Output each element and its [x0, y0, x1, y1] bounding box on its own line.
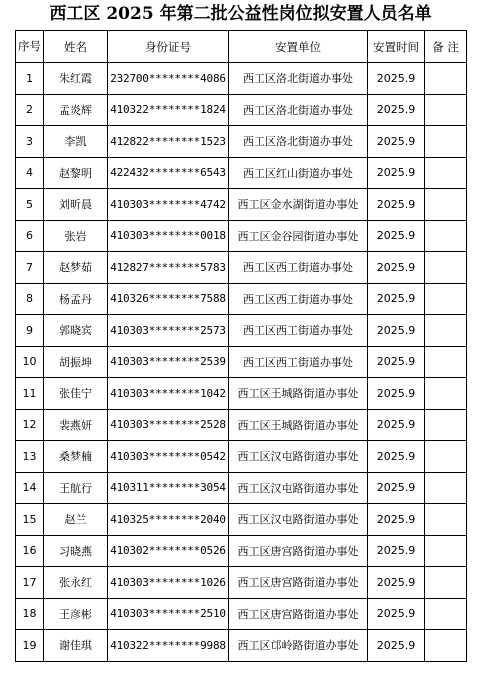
cell-time: 2025.9: [368, 598, 425, 630]
cell-id: 410311********3054: [108, 472, 229, 504]
cell-no: 1: [16, 63, 44, 95]
cell-id: 410303********1026: [108, 567, 229, 599]
table-body: [16, 63, 467, 662]
cell-note: [425, 504, 467, 536]
table-row: [16, 63, 467, 95]
cell-id: 410322********9988: [108, 630, 229, 662]
cell-note: [425, 189, 467, 221]
placement-table: [15, 30, 467, 662]
cell-id: 412822********1523: [108, 126, 229, 158]
cell-time: 2025.9: [368, 283, 425, 315]
cell-note: [425, 441, 467, 473]
cell-unit: 西工区红山街道办事处: [229, 157, 368, 189]
cell-no: 7: [16, 252, 44, 284]
cell-note: [425, 157, 467, 189]
cell-id: 410303********4742: [108, 189, 229, 221]
cell-time: 2025.9: [368, 189, 425, 221]
table-row: [16, 535, 467, 567]
table-row: [16, 252, 467, 284]
table-row: [16, 126, 467, 158]
table-row: [16, 472, 467, 504]
cell-id: 410303********2528: [108, 409, 229, 441]
cell-name: 习晓燕: [44, 535, 108, 567]
cell-unit: 西工区唐宫路街道办事处: [229, 535, 368, 567]
cell-no: 9: [16, 315, 44, 347]
cell-no: 16: [16, 535, 44, 567]
cell-name: 张永红: [44, 567, 108, 599]
table-row: [16, 441, 467, 473]
cell-id: 412827********5783: [108, 252, 229, 284]
cell-note: [425, 567, 467, 599]
header-name: 姓名: [44, 31, 108, 63]
cell-id: 410303********1042: [108, 378, 229, 410]
cell-name: 张佳宁: [44, 378, 108, 410]
cell-name: 赵兰: [44, 504, 108, 536]
table-row: [16, 598, 467, 630]
cell-no: 12: [16, 409, 44, 441]
cell-name: 孟炎辉: [44, 94, 108, 126]
table-row: [16, 409, 467, 441]
cell-id: 410303********2573: [108, 315, 229, 347]
cell-unit: 西工区唐宫路街道办事处: [229, 598, 368, 630]
cell-unit: 西工区西工街道办事处: [229, 283, 368, 315]
cell-time: 2025.9: [368, 346, 425, 378]
cell-unit: 西工区唐宫路街道办事处: [229, 567, 368, 599]
cell-name: 王航行: [44, 472, 108, 504]
cell-name: 裴燕妍: [44, 409, 108, 441]
header-unit: 安置单位: [229, 31, 368, 63]
cell-time: 2025.9: [368, 504, 425, 536]
cell-id: 410322********1824: [108, 94, 229, 126]
cell-id: 232700********4086: [108, 63, 229, 95]
cell-name: 胡振坤: [44, 346, 108, 378]
cell-time: 2025.9: [368, 315, 425, 347]
cell-name: 桑梦楠: [44, 441, 108, 473]
cell-time: 2025.9: [368, 252, 425, 284]
cell-no: 15: [16, 504, 44, 536]
cell-name: 郭晓宾: [44, 315, 108, 347]
cell-unit: 西工区洛北街道办事处: [229, 126, 368, 158]
cell-unit: 西工区邙岭路街道办事处: [229, 630, 368, 662]
cell-time: 2025.9: [368, 630, 425, 662]
cell-no: 18: [16, 598, 44, 630]
cell-unit: 西工区汉屯路街道办事处: [229, 441, 368, 473]
cell-unit: 西工区西工街道办事处: [229, 315, 368, 347]
cell-note: [425, 283, 467, 315]
cell-id: 410302********0526: [108, 535, 229, 567]
cell-name: 赵黎明: [44, 157, 108, 189]
cell-no: 8: [16, 283, 44, 315]
cell-no: 2: [16, 94, 44, 126]
table-header-row: [16, 31, 467, 63]
cell-id: 410303********0018: [108, 220, 229, 252]
cell-unit: 西工区金谷园街道办事处: [229, 220, 368, 252]
cell-name: 李凯: [44, 126, 108, 158]
table-row: [16, 283, 467, 315]
header-id: 身份证号: [108, 31, 229, 63]
cell-time: 2025.9: [368, 472, 425, 504]
cell-id: 410303********2539: [108, 346, 229, 378]
cell-no: 17: [16, 567, 44, 599]
cell-note: [425, 94, 467, 126]
table-row: [16, 157, 467, 189]
cell-name: 谢佳琪: [44, 630, 108, 662]
cell-unit: 西工区洛北街道办事处: [229, 63, 368, 95]
cell-note: [425, 126, 467, 158]
cell-note: [425, 472, 467, 504]
cell-no: 5: [16, 189, 44, 221]
table-row: [16, 567, 467, 599]
cell-no: 3: [16, 126, 44, 158]
cell-unit: 西工区西工街道办事处: [229, 252, 368, 284]
cell-time: 2025.9: [368, 94, 425, 126]
cell-id: 422432********6543: [108, 157, 229, 189]
cell-note: [425, 598, 467, 630]
document-title: 西工区 2025 年第二批公益性岗位拟安置人员名单: [49, 4, 432, 24]
cell-note: [425, 346, 467, 378]
cell-note: [425, 535, 467, 567]
table-row: [16, 378, 467, 410]
cell-no: 19: [16, 630, 44, 662]
cell-id: 410325********2040: [108, 504, 229, 536]
cell-no: 11: [16, 378, 44, 410]
cell-time: 2025.9: [368, 157, 425, 189]
cell-no: 10: [16, 346, 44, 378]
table-row: [16, 346, 467, 378]
header-note: 备 注: [425, 31, 467, 63]
header-no: 序号: [16, 31, 44, 63]
cell-name: 张岩: [44, 220, 108, 252]
cell-unit: 西工区汉屯路街道办事处: [229, 472, 368, 504]
cell-no: 6: [16, 220, 44, 252]
cell-unit: 西工区汉屯路街道办事处: [229, 504, 368, 536]
cell-no: 13: [16, 441, 44, 473]
cell-no: 4: [16, 157, 44, 189]
cell-time: 2025.9: [368, 409, 425, 441]
cell-no: 14: [16, 472, 44, 504]
table-row: [16, 504, 467, 536]
cell-name: 赵梦茹: [44, 252, 108, 284]
cell-id: 410303********0542: [108, 441, 229, 473]
cell-time: 2025.9: [368, 535, 425, 567]
cell-id: 410303********2510: [108, 598, 229, 630]
cell-note: [425, 378, 467, 410]
cell-time: 2025.9: [368, 378, 425, 410]
cell-note: [425, 315, 467, 347]
cell-name: 王彦彬: [44, 598, 108, 630]
cell-time: 2025.9: [368, 220, 425, 252]
cell-time: 2025.9: [368, 441, 425, 473]
table-row: [16, 189, 467, 221]
table-row: [16, 315, 467, 347]
cell-time: 2025.9: [368, 126, 425, 158]
table-row: [16, 94, 467, 126]
cell-note: [425, 220, 467, 252]
header-time: 安置时间: [368, 31, 425, 63]
cell-name: 刘昕晨: [44, 189, 108, 221]
cell-name: 朱红霞: [44, 63, 108, 95]
cell-unit: 西工区西工街道办事处: [229, 346, 368, 378]
cell-unit: 西工区金水湖街道办事处: [229, 189, 368, 221]
cell-name: 杨孟丹: [44, 283, 108, 315]
cell-unit: 西工区洛北街道办事处: [229, 94, 368, 126]
table-row: [16, 220, 467, 252]
cell-note: [425, 252, 467, 284]
cell-note: [425, 630, 467, 662]
cell-note: [425, 63, 467, 95]
cell-id: 410326********7588: [108, 283, 229, 315]
cell-time: 2025.9: [368, 63, 425, 95]
cell-unit: 西工区王城路街道办事处: [229, 378, 368, 410]
cell-time: 2025.9: [368, 567, 425, 599]
cell-note: [425, 409, 467, 441]
table-row: [16, 630, 467, 662]
cell-unit: 西工区王城路街道办事处: [229, 409, 368, 441]
